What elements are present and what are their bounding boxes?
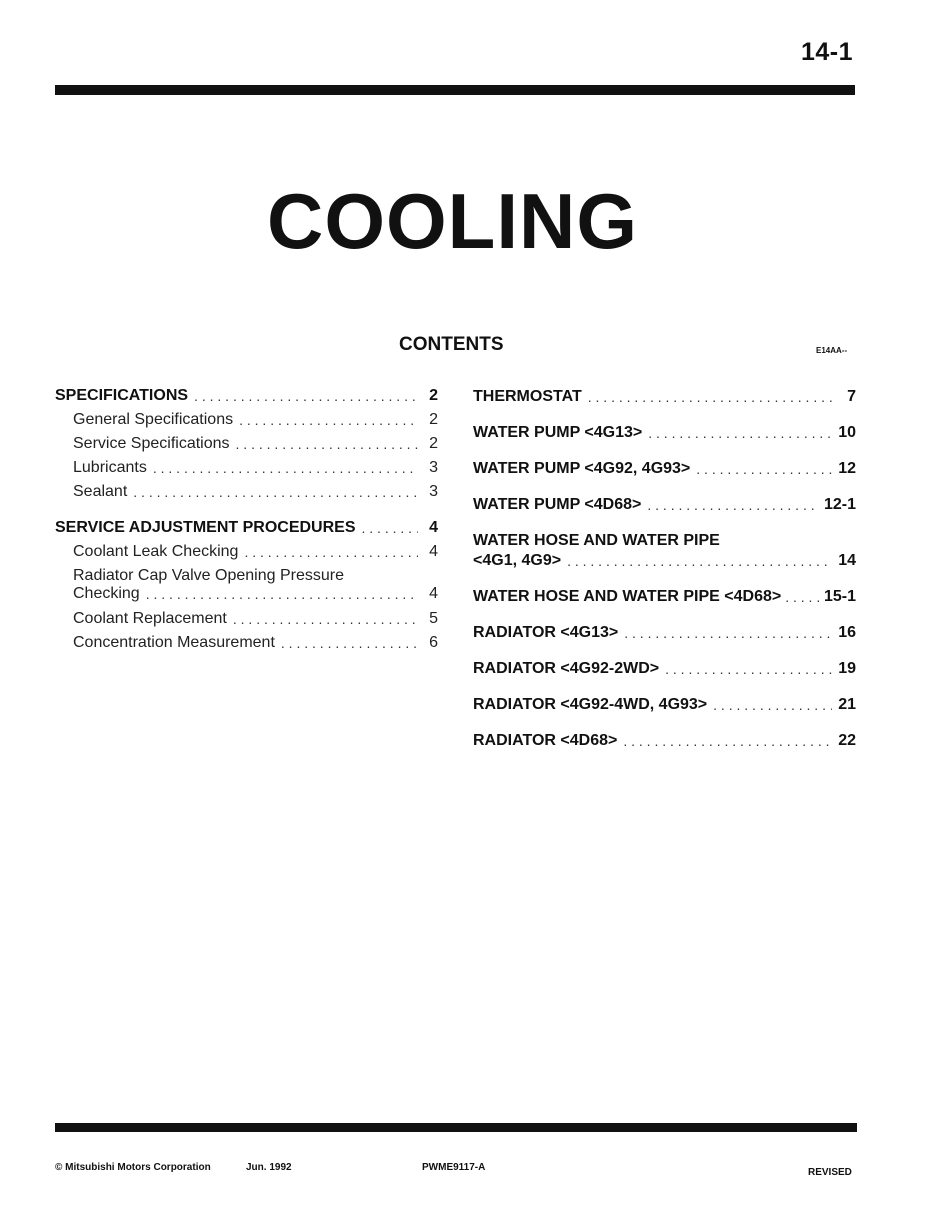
toc-label: Coolant Replacement (73, 610, 227, 627)
toc-page: 15-1 (823, 588, 856, 605)
toc-label: WATER PUMP <4G13> (473, 424, 643, 441)
toc-entry-radiator-cap-valve[interactable] (55, 584, 438, 604)
toc-label: SPECIFICATIONS (55, 387, 189, 404)
toc-leader (588, 387, 836, 407)
toc-page: 6 (429, 634, 438, 651)
toc-page: 19 (838, 660, 856, 677)
toc-entry-service-adjustment-procedures[interactable] (55, 518, 438, 538)
toc-page: 12 (838, 460, 856, 477)
toc-leader (665, 659, 832, 679)
toc-label-line1: WATER HOSE AND WATER PIPE (473, 532, 720, 549)
toc-label: General Specifications (73, 411, 234, 428)
footer-date: Jun. 1992 (246, 1162, 292, 1173)
toc-leader (244, 542, 418, 562)
toc-entry-concentration-measurement[interactable] (55, 633, 438, 653)
toc-page: 3 (429, 483, 438, 500)
toc-label: Service Specifications (73, 435, 230, 452)
toc-label: WATER PUMP <4D68> (473, 496, 642, 513)
toc-page: 7 (847, 388, 856, 405)
toc-page: 4 (429, 585, 438, 602)
toc-leader (713, 695, 832, 715)
page-number: 14-1 (800, 38, 853, 66)
toc-page: 2 (429, 435, 438, 452)
toc-leader (696, 459, 832, 479)
toc-page: 4 (429, 519, 438, 536)
toc-page: 21 (838, 696, 856, 713)
toc-label: WATER HOSE AND WATER PIPE <4D68> (473, 588, 782, 605)
toc-label: RADIATOR <4G92-4WD, 4G93> (473, 696, 708, 713)
toc-label: Lubricants (73, 459, 147, 476)
toc-page: 2 (429, 387, 438, 404)
toc-leader (146, 584, 418, 604)
toc-leader (233, 609, 418, 629)
toc-label: Sealant (73, 483, 128, 500)
page-title: COOLING (267, 177, 638, 265)
footer-copyright: © Mitsubishi Motors Corporation (55, 1162, 211, 1173)
toc-entry-lubricants[interactable] (55, 458, 438, 478)
toc-leader (133, 482, 418, 502)
toc-label: THERMOSTAT (473, 388, 582, 405)
toc-leader (281, 633, 418, 653)
toc-entry-service-specifications[interactable] (55, 434, 438, 454)
toc-label: SERVICE ADJUSTMENT PROCEDURES (55, 519, 356, 536)
toc-page: 16 (838, 624, 856, 641)
toc-entry-radiator-4g92-2wd[interactable] (473, 659, 856, 679)
top-rule (55, 85, 855, 95)
toc-entry-water-pump-4g92-4g93[interactable] (473, 459, 856, 479)
toc-leader (647, 495, 818, 515)
toc-entry-water-hose-4d68[interactable] (473, 587, 856, 607)
toc-label: WATER PUMP <4G92, 4G93> (473, 460, 691, 477)
toc-entry-water-pump-4g13[interactable] (473, 423, 856, 443)
toc-page: 12-1 (823, 496, 856, 513)
toc-page: 10 (838, 424, 856, 441)
toc-entry-specifications[interactable] (55, 386, 438, 406)
toc-entry-coolant-replacement[interactable] (55, 609, 438, 629)
toc-page: 4 (429, 543, 438, 560)
toc-page: 2 (429, 411, 438, 428)
toc-leader (239, 410, 418, 430)
toc-label: <4G1, 4G9> (473, 552, 562, 569)
toc-leader (194, 386, 418, 406)
toc-right-column (473, 387, 856, 751)
toc-label-line1: Radiator Cap Valve Opening Pressure (73, 567, 344, 584)
toc-leader (362, 518, 419, 538)
toc-page: 14 (838, 552, 856, 569)
toc-entry-radiator-4d68[interactable] (473, 731, 856, 751)
toc-label: RADIATOR <4G92-2WD> (473, 660, 660, 677)
toc-leader (624, 623, 832, 643)
bottom-rule (55, 1123, 857, 1132)
toc-entry-coolant-leak-checking[interactable] (55, 542, 438, 562)
toc-page: 3 (429, 459, 438, 476)
toc-entry-radiator-4g13[interactable] (473, 623, 856, 643)
toc-leader (153, 458, 418, 478)
toc-leader (785, 587, 820, 607)
footer-code: PWME9117-A (422, 1162, 486, 1173)
toc-page: 22 (838, 732, 856, 749)
toc-label: Coolant Leak Checking (73, 543, 239, 560)
toc-leader (567, 551, 832, 571)
toc-entry-radiator-4g92-4wd-4g93[interactable] (473, 695, 856, 715)
document-code: E14AA-- (816, 346, 848, 355)
toc-entry-sealant[interactable] (55, 482, 438, 502)
toc-label: RADIATOR <4D68> (473, 732, 618, 749)
toc-label: Checking (73, 585, 140, 602)
footer-revised: REVISED (808, 1167, 852, 1178)
toc-left-column (55, 386, 438, 653)
toc-page: 5 (429, 610, 438, 627)
toc-entry-water-hose-4g1-4g9[interactable] (473, 551, 856, 571)
toc-leader (623, 731, 832, 751)
toc-label: RADIATOR <4G13> (473, 624, 619, 641)
toc-entry-water-pump-4d68[interactable] (473, 495, 856, 515)
toc-entry-thermostat[interactable] (473, 387, 856, 407)
toc-leader (236, 434, 418, 454)
contents-heading: CONTENTS (399, 334, 504, 355)
toc-leader (648, 423, 832, 443)
toc-entry-general-specifications[interactable] (55, 410, 438, 430)
toc-label: Concentration Measurement (73, 634, 275, 651)
